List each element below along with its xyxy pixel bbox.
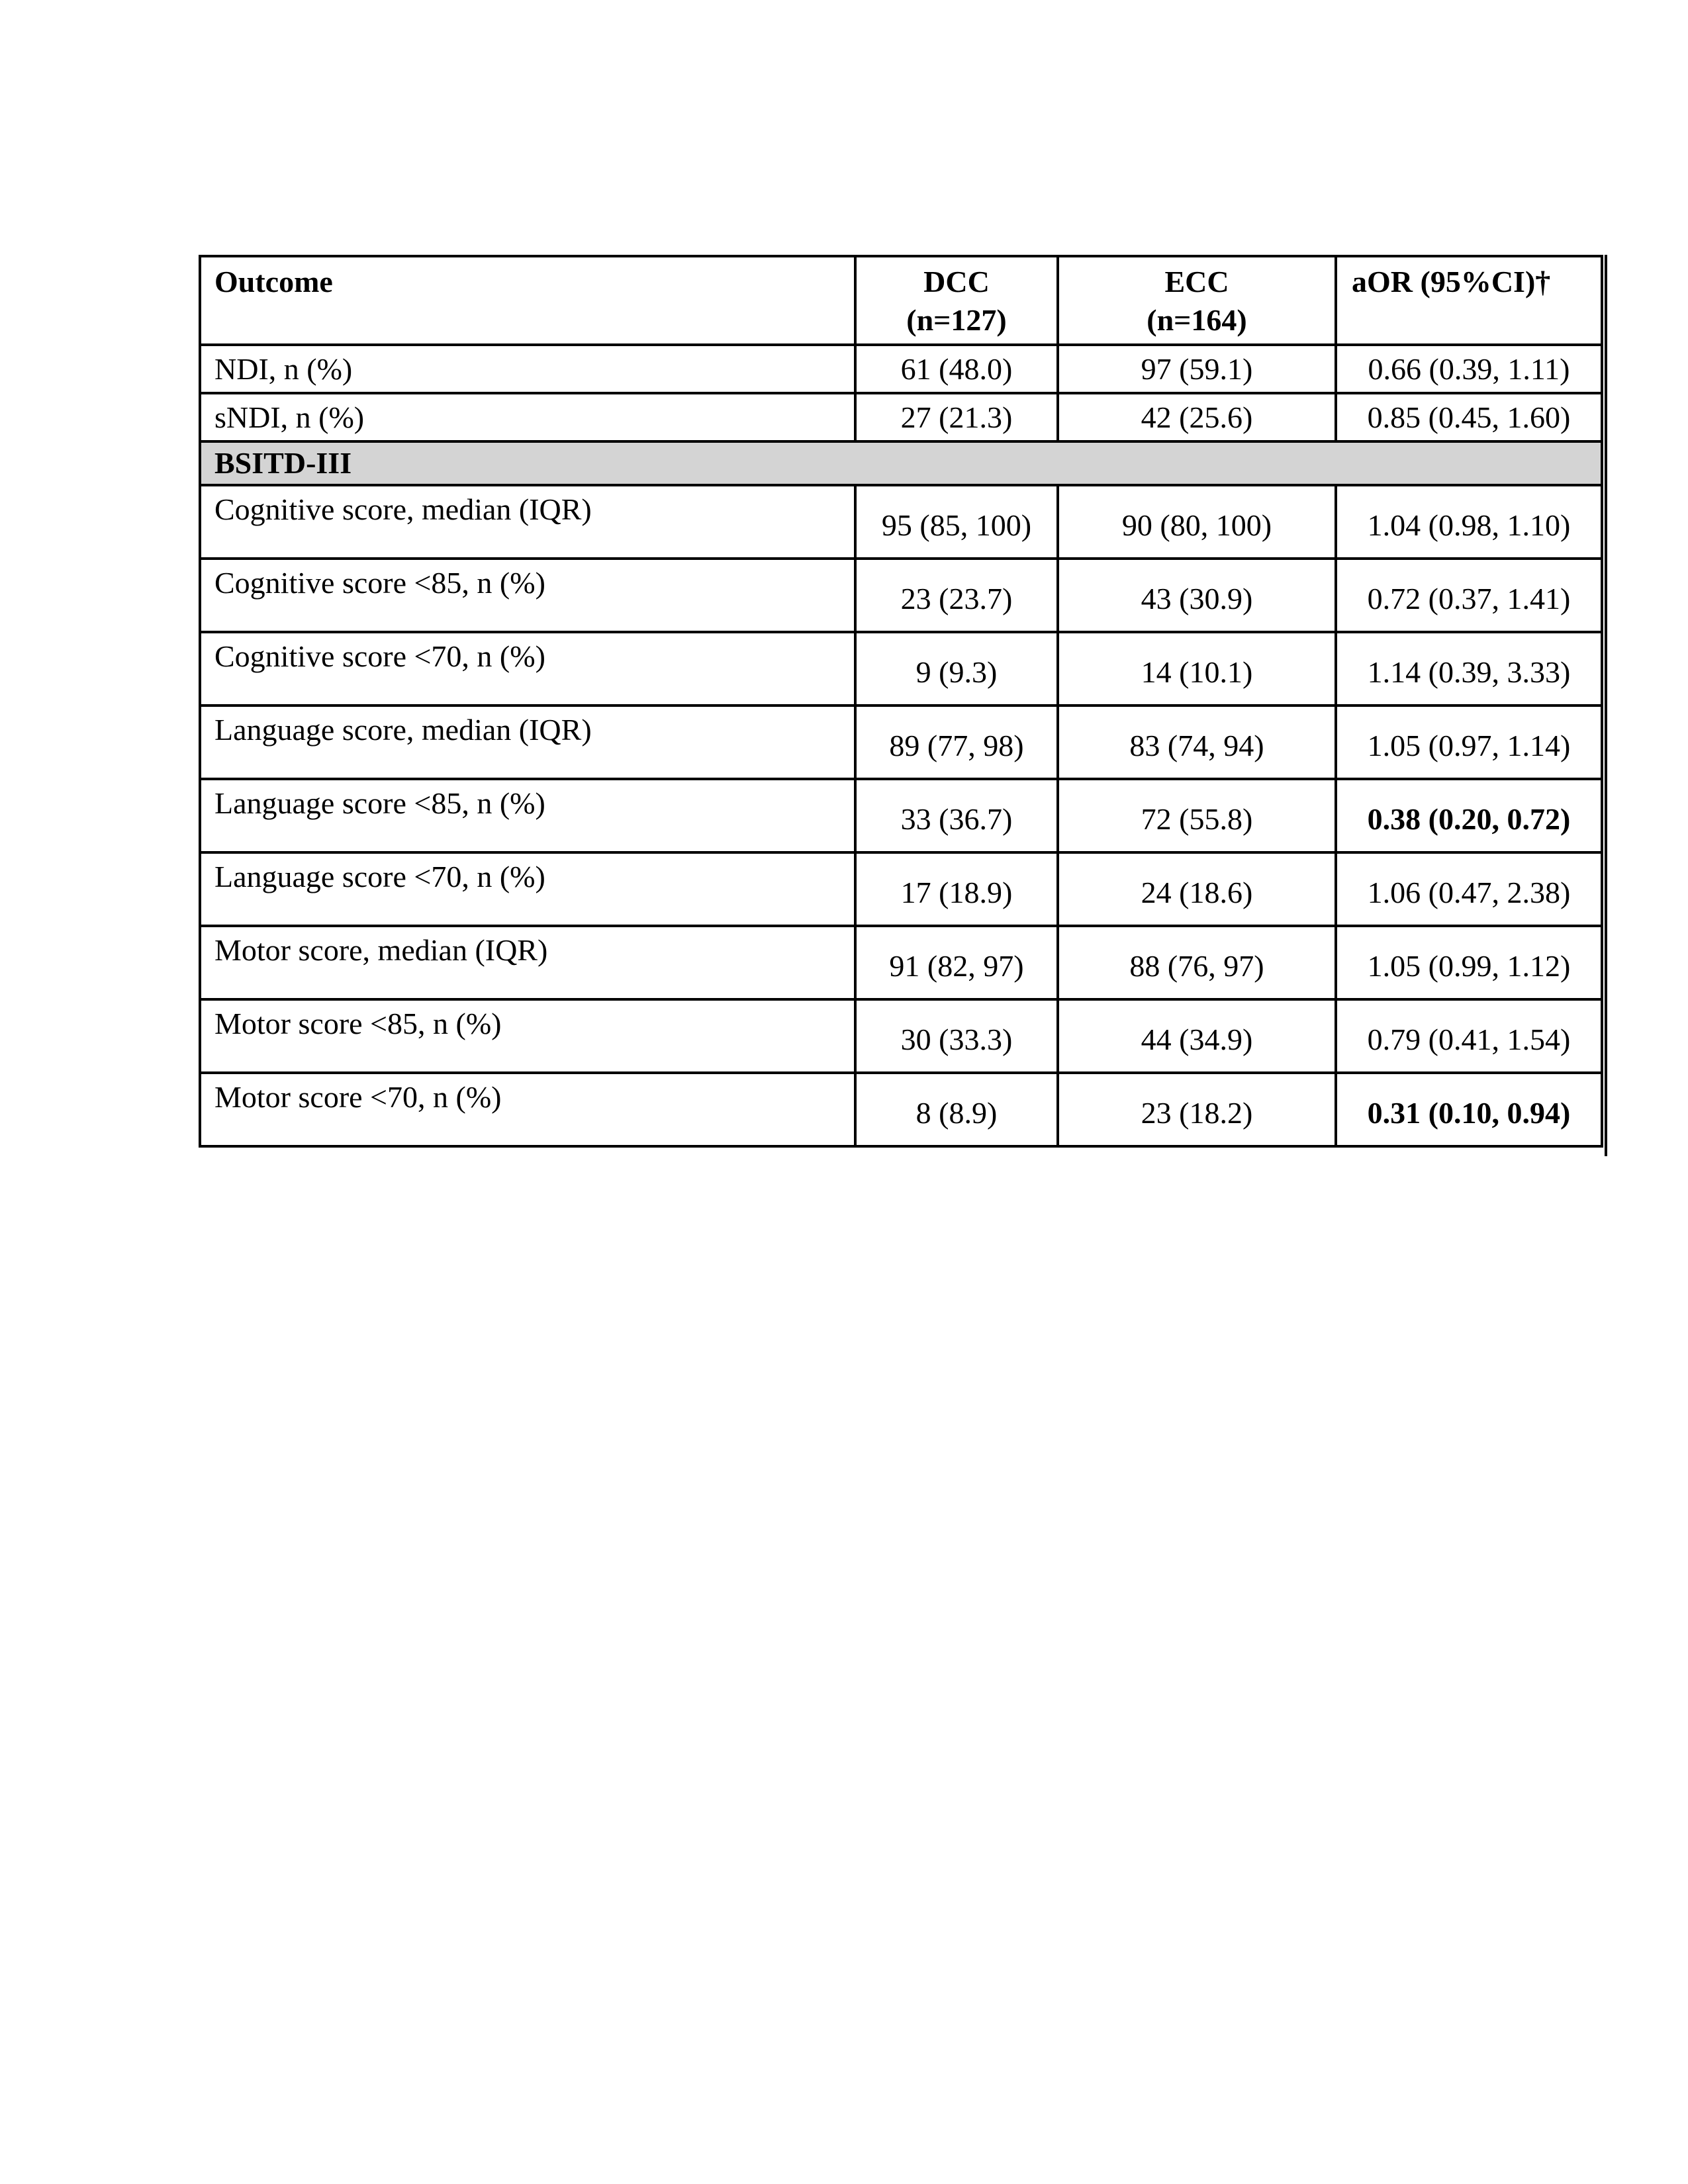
row-dcc-value: 33 (36.7)	[855, 779, 1058, 852]
row-ecc-value: 72 (55.8)	[1058, 779, 1336, 852]
section-title: BSITD-III	[200, 441, 1602, 485]
row-outcome-label: Motor score <85, n (%)	[200, 999, 855, 1073]
row-aor-value: 1.05 (0.99, 1.12)	[1336, 926, 1602, 999]
table-row	[200, 345, 1602, 393]
table-row	[200, 632, 1602, 705]
row-aor-value: 0.31 (0.10, 0.94)	[1336, 1073, 1602, 1146]
row-ecc-value: 42 (25.6)	[1058, 393, 1336, 441]
header-ecc	[1058, 256, 1336, 345]
row-outcome-label: Cognitive score <85, n (%)	[200, 559, 855, 632]
table-row	[200, 852, 1602, 926]
header-ecc-title: ECC	[1164, 265, 1229, 298]
row-aor-value: 0.66 (0.39, 1.11)	[1336, 345, 1602, 393]
table-right-double-rule	[1605, 255, 1607, 1156]
row-dcc-value: 17 (18.9)	[855, 852, 1058, 926]
row-ecc-value: 24 (18.6)	[1058, 852, 1336, 926]
row-outcome-label: Language score <85, n (%)	[200, 779, 855, 852]
row-ecc-value: 90 (80, 100)	[1058, 485, 1336, 559]
table-row	[200, 393, 1602, 441]
row-outcome-label: Cognitive score <70, n (%)	[200, 632, 855, 705]
row-dcc-value: 61 (48.0)	[855, 345, 1058, 393]
row-aor-value: 0.38 (0.20, 0.72)	[1336, 779, 1602, 852]
row-outcome-label: sNDI, n (%)	[200, 393, 855, 441]
row-outcome-label: Language score, median (IQR)	[200, 705, 855, 779]
row-dcc-value: 95 (85, 100)	[855, 485, 1058, 559]
row-aor-value: 0.72 (0.37, 1.41)	[1336, 559, 1602, 632]
row-dcc-value: 27 (21.3)	[855, 393, 1058, 441]
row-dcc-value: 91 (82, 97)	[855, 926, 1058, 999]
row-aor-value: 0.85 (0.45, 1.60)	[1336, 393, 1602, 441]
table-row	[200, 926, 1602, 999]
section-header-row	[200, 441, 1602, 485]
header-ecc-n: (n=164)	[1147, 302, 1247, 337]
row-outcome-label: Motor score <70, n (%)	[200, 1073, 855, 1146]
row-ecc-value: 97 (59.1)	[1058, 345, 1336, 393]
row-outcome-label: NDI, n (%)	[200, 345, 855, 393]
table-body	[200, 345, 1602, 1146]
row-ecc-value: 44 (34.9)	[1058, 999, 1336, 1073]
row-aor-value: 1.06 (0.47, 2.38)	[1336, 852, 1602, 926]
row-dcc-value: 9 (9.3)	[855, 632, 1058, 705]
row-ecc-value: 88 (76, 97)	[1058, 926, 1336, 999]
row-ecc-value: 83 (74, 94)	[1058, 705, 1336, 779]
row-ecc-value: 43 (30.9)	[1058, 559, 1336, 632]
table-row	[200, 559, 1602, 632]
header-dcc-n: (n=127)	[906, 302, 1007, 337]
row-dcc-value: 8 (8.9)	[855, 1073, 1058, 1146]
row-ecc-value: 23 (18.2)	[1058, 1073, 1336, 1146]
header-dcc-title: DCC	[923, 265, 990, 298]
header-outcome: Outcome	[200, 256, 855, 345]
row-ecc-value: 14 (10.1)	[1058, 632, 1336, 705]
row-aor-value: 1.14 (0.39, 3.33)	[1336, 632, 1602, 705]
row-dcc-value: 23 (23.7)	[855, 559, 1058, 632]
row-aor-value: 1.04 (0.98, 1.10)	[1336, 485, 1602, 559]
header-dcc	[855, 256, 1058, 345]
row-aor-value: 0.79 (0.41, 1.54)	[1336, 999, 1602, 1073]
table-row	[200, 779, 1602, 852]
row-outcome-label: Language score <70, n (%)	[200, 852, 855, 926]
header-aor: aOR (95%CI)†	[1336, 256, 1602, 345]
row-dcc-value: 89 (77, 98)	[855, 705, 1058, 779]
table-row	[200, 485, 1602, 559]
table-row	[200, 705, 1602, 779]
outcomes-table	[199, 255, 1603, 1148]
row-dcc-value: 30 (33.3)	[855, 999, 1058, 1073]
row-aor-value: 1.05 (0.97, 1.14)	[1336, 705, 1602, 779]
table-row	[200, 1073, 1602, 1146]
row-outcome-label: Motor score, median (IQR)	[200, 926, 855, 999]
table-header-row	[200, 256, 1602, 345]
row-outcome-label: Cognitive score, median (IQR)	[200, 485, 855, 559]
table-row	[200, 999, 1602, 1073]
